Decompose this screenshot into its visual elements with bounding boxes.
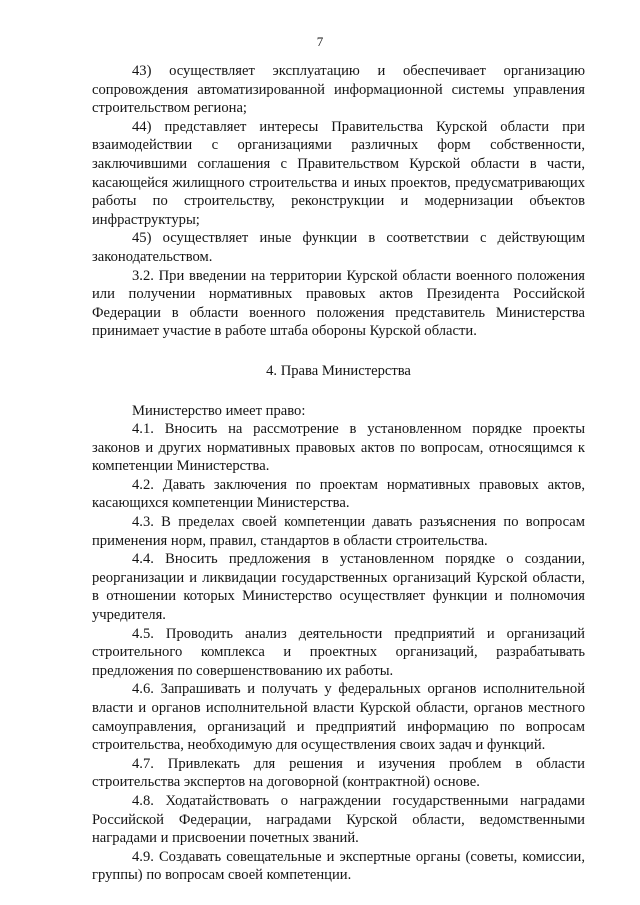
paragraph-item-43: 43) осуществляет эксплуатацию и обеспечивает организацию сопровождения автоматизированной информационной системы управления строительством региона; [92, 63, 585, 117]
paragraph-4-1: 4.1. Вносить на рассмотрение в установленном порядке проекты законов и других нормативных правовых актов по вопросам, относящимся к компетенции Министерства. [92, 421, 585, 475]
paragraph-4-8: 4.8. Ходатайствовать о награждении государственными наградами Российской Федерации, наградами Курской области, ведомственными наградами и присвоении почетных званий. [92, 792, 585, 847]
paragraph-4-6: 4.6. Запрашивать и получать у федеральных органов исполнительной власти и органов исполнительной власти Курской области, органов местного самоуправления, организаций и предприятий информацию по вопросам строительства, необходимую для осуществления своих задач и функций. [92, 681, 585, 754]
paragraph-4-3: 4.3. В пределах своей компетенции давать разъяснения по вопросам применения норм, правил, стандартов в области строительства. [92, 514, 585, 549]
paragraph-4-5: 4.5. Проводить анализ деятельности предприятий и организаций строительного комплекса и проектных организаций, разрабатывать предложения по совершенствованию их работы. [92, 625, 585, 679]
page-number: 7 [316, 34, 324, 49]
document-body [92, 62, 585, 885]
paragraph-4-7: 4.7. Привлекать для решения и изучения проблем в области строительства экспертов на договорной (контрактной) основе. [92, 755, 585, 791]
paragraph-item-44: 44) представляет интересы Правительства Курской области при взаимодействии с организациями различных форм собственности, заключившими соглашения с Правительством Курской области в части, касающейся жилищного строительства и иных проектов, предусматривающих работы по строительству, реконструкции и модернизации объектов инфраструктуры; [92, 118, 585, 228]
paragraph-item-45: 45) осуществляет иные функции в соответствии с действующим законодательством. [92, 230, 585, 265]
paragraph-4-9: 4.9. Создавать совещательные и экспертные органы (советы, комиссии, группы) по вопросам своей компетенции. [92, 848, 585, 884]
paragraph-4-4: 4.4. Вносить предложения в установленном порядке о создании, реорганизации и ликвидации государственных организаций Курской области, в отношении которых Министерство осуществляет функции и полномочия учредителя. [92, 551, 585, 624]
paragraph-3-2: 3.2. При введении на территории Курской области военного положения или получении нормативных правовых актов Президента Российской Федерации в области военного положения представитель Министерства принимает участие в работе штаба обороны Курской области. [92, 267, 585, 340]
paragraph-4-2: 4.2. Давать заключения по проектам нормативных правовых актов, касающихся компетенции Министерства. [92, 476, 585, 512]
section-intro: Министерство имеет право: [132, 402, 306, 419]
section-heading: 4. Права Министерства [266, 362, 411, 379]
